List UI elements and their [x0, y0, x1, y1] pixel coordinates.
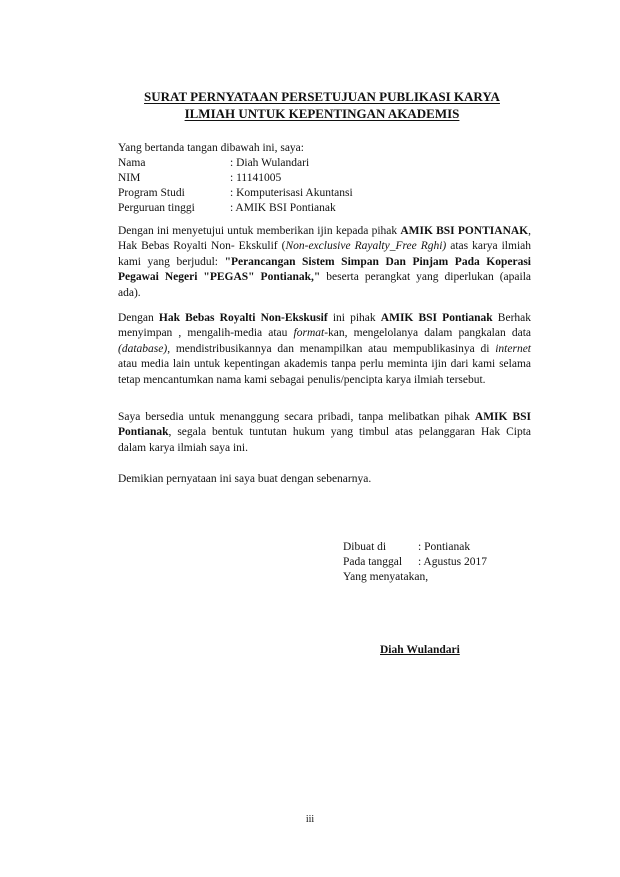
institution-name: AMIK BSI PONTIANAK — [400, 225, 529, 237]
identity-row — [118, 156, 353, 171]
identity-label: Program Studi — [118, 187, 185, 199]
italic-term: format — [293, 327, 325, 340]
closing-text: Yang menyatakan, — [343, 571, 429, 583]
identity-row — [118, 171, 353, 186]
intro-text: Yang bertanda tangan dibawah ini, saya: — [118, 142, 304, 154]
text-run: Berhak menyimpan , mengalih-media atau — [118, 312, 531, 340]
place-label: Dibuat di — [343, 541, 387, 553]
institution-name: AMIK BSI Pontianak — [380, 312, 493, 324]
text-run: Saya bersedia untuk menanggung secara pribadi, tanpa melibatkan pihak — [118, 411, 475, 423]
identity-label: NIM — [118, 172, 141, 184]
date-label: Pada tanggal — [343, 556, 403, 568]
closing-paragraph: Demikian pernyataan ini saya buat dengan sebenarnya. — [118, 473, 372, 485]
text-run: , mendistribusikannya dan menampilkan atau mempublikasinya di — [167, 342, 496, 355]
identity-value: : AMIK BSI Pontianak — [230, 202, 336, 214]
identity-value: : 11141005 — [230, 172, 282, 184]
thesis-title: "Perancangan Sistem Simpan Dan Pinjam Pada Koperasi Pegawai Negeri "PEGAS" Pontianak," — [118, 255, 531, 284]
identity-row — [118, 186, 353, 201]
signature-row — [343, 555, 487, 570]
identity-row — [118, 201, 353, 216]
liability-paragraph — [118, 410, 531, 456]
consent-paragraph — [118, 224, 531, 301]
signature-row — [343, 570, 487, 585]
text-run: atau media lain untuk kepentingan akademis tanpa perlu meminta ijin dari kami selama tetap mencantumkan nama kami sebagai penulis/pencipta karya ilmiah tersebut. — [118, 358, 531, 386]
title-line-1: SURAT PERNYATAAN PERSETUJUAN PUBLIKASI KARYA — [144, 89, 500, 104]
signature-row — [343, 540, 487, 555]
text-run: Dengan — [118, 312, 159, 324]
text-run: beserta perangkat yang diperlukan (apaila ada). — [118, 271, 531, 299]
identity-value: : Diah Wulandari — [230, 157, 310, 169]
signatory-name: Diah Wulandari — [380, 644, 460, 656]
license-term: Non-exclusive Rayalty_Free Rghi) — [285, 240, 447, 253]
text-run: , Hak Bebas Royalti Non- Ekskulif ( — [118, 225, 531, 253]
signature-block — [343, 540, 487, 585]
identity-label: Nama — [118, 157, 146, 169]
identity-value: : Komputerisasi Akuntansi — [230, 187, 353, 199]
text-run: atas karya ilmiah kami yang berjudul: — [118, 240, 532, 268]
rights-paragraph — [118, 311, 531, 388]
place-value: : Pontianak — [418, 541, 471, 553]
text-run: ini pihak — [327, 312, 381, 324]
text-run: Dengan ini menyetujui untuk memberikan ijin kepada pihak — [118, 225, 401, 237]
institution-name: AMIK BSI Pontianak — [118, 411, 532, 439]
date-value: : Agustus 2017 — [418, 556, 488, 568]
text-run: , segala bentuk tuntutan hukum yang timbul atas pelanggaran Hak Cipta dalam karya ilmiah saya ini. — [118, 426, 531, 454]
identity-table — [118, 156, 353, 216]
license-name: Hak Bebas Royalti Non-Ekskusif — [158, 312, 328, 324]
text-run: -kan, mengelolanya dalam pangkalan data — [324, 327, 532, 340]
page-number: iii — [305, 814, 315, 825]
italic-term: internet — [495, 342, 531, 355]
document-title — [100, 88, 544, 122]
title-line-2: ILMIAH UNTUK KEPENTINGAN AKADEMIS — [184, 106, 460, 121]
identity-label: Perguruan tinggi — [118, 202, 195, 214]
italic-term: (database) — [118, 342, 168, 355]
